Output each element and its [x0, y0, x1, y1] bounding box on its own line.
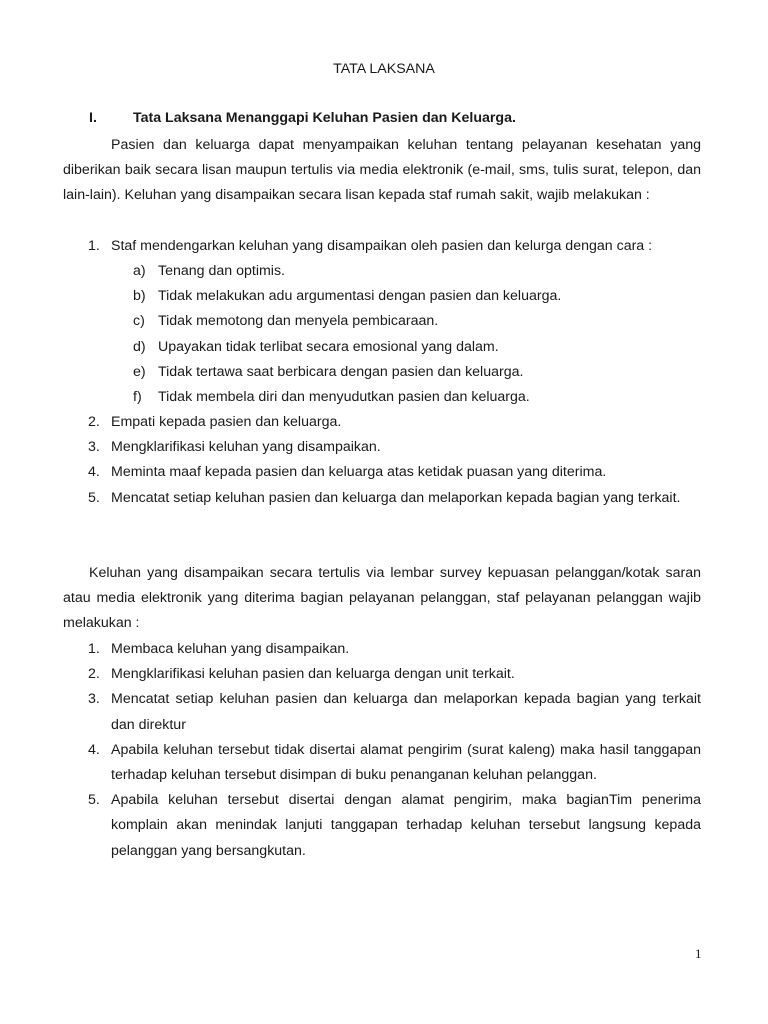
written-steps-list — [0, 637, 701, 864]
list-item — [0, 738, 701, 788]
list-item-text: Mencatat setiap keluhan pasien dan keluarga dan melaporkan kepada bagian yang terkait. — [111, 489, 681, 506]
list-item — [0, 460, 701, 485]
list-marker: c) — [133, 313, 145, 330]
list-item — [0, 360, 561, 385]
list-marker: 1. — [88, 238, 100, 254]
list-item-text: Membaca keluhan yang disampaikan. — [111, 641, 350, 657]
list-marker: f) — [133, 389, 142, 406]
list-item — [0, 687, 701, 737]
list-marker: 5. — [88, 489, 100, 506]
list-item — [0, 309, 561, 334]
list-item-text: Tidak melakukan adu argumentasi dengan pasien dan keluarga. — [158, 288, 562, 305]
oral-steps-list-continued — [0, 410, 701, 511]
list-item-text: Mengklarifikasi keluhan yang disampaikan. — [111, 439, 381, 456]
section-heading-text: Tata Laksana Menanggapi Keluhan Pasien dan Keluarga. — [133, 110, 516, 126]
list-marker: 2. — [88, 666, 100, 683]
list-item — [0, 662, 701, 687]
written-paragraph-text: Keluhan yang disampaikan secara tertulis via lembar survey kepuasan pelanggan/kotak saran atau media elektronik yang diterima bagian pelayanan pelanggan, staf pelayanan pelanggan wajib melakukan : — [63, 565, 701, 632]
intro-paragraph — [63, 133, 701, 209]
list-marker: d) — [133, 338, 146, 355]
list-item-text: Apabila keluhan tersebut tidak disertai alamat pengirim (surat kaleng) maka hasil tanggapan terhadap keluhan tersebut disimpan di buku penanganan keluhan pelanggan. — [111, 741, 701, 784]
list-item — [0, 234, 701, 259]
list-item-text: Tidak tertawa saat berbicara dengan pasien dan keluarga. — [158, 363, 524, 380]
list-marker: 3. — [88, 439, 100, 456]
listening-manner-list — [0, 259, 561, 410]
list-marker: b) — [133, 288, 146, 305]
list-item — [0, 788, 701, 864]
list-marker: a) — [133, 263, 146, 279]
list-item-text: Staf mendengarkan keluhan yang disampaikan oleh pasien dan kelurga dengan cara : — [111, 238, 653, 254]
list-item-text: Mencatat setiap keluhan pasien dan keluarga dan melaporkan kepada bagian yang terkait dan direktur — [111, 691, 701, 733]
list-item-text: Apabila keluhan tersebut disertai dengan alamat pengirim, maka bagianTim penerima komplain akan menindak lanjuti tanggapan terhadap keluhan tersebut langsung kepada pelanggan yang bersangkutan. — [111, 792, 701, 859]
list-item — [0, 410, 701, 435]
list-marker: 4. — [88, 464, 100, 481]
list-item — [0, 284, 561, 309]
list-item-text: Tidak memotong dan menyela pembicaraan. — [158, 313, 439, 330]
list-item — [0, 259, 561, 284]
list-item — [0, 435, 701, 460]
list-marker: 5. — [88, 792, 100, 809]
list-marker: 4. — [88, 741, 100, 758]
written-paragraph — [63, 561, 701, 637]
page-number: 1 — [695, 946, 702, 961]
list-item-text: Empati kepada pasien dan keluarga. — [111, 414, 342, 430]
list-item-text: Meminta maaf kepada pasien dan keluarga atas ketidak puasan yang diterima. — [111, 464, 607, 481]
list-item-text: Tidak membela diri dan menyudutkan pasien dan keluarga. — [158, 389, 530, 406]
list-item — [0, 486, 701, 511]
page-title: TATA LAKSANA — [333, 61, 435, 77]
list-marker: 2. — [88, 414, 100, 430]
list-item — [0, 335, 561, 360]
list-item-text: Upayakan tidak terlibat secara emosional yang dalam. — [158, 338, 499, 355]
list-marker: e) — [133, 363, 146, 380]
section-number: I. — [89, 110, 97, 126]
section-heading — [89, 110, 516, 126]
list-item-text: Mengklarifikasi keluhan pasien dan keluarga dengan unit terkait. — [111, 666, 515, 683]
list-item — [0, 637, 701, 662]
list-marker: 3. — [88, 691, 100, 708]
list-item — [0, 385, 561, 410]
list-marker: 1. — [88, 641, 100, 657]
oral-steps-list — [0, 234, 701, 259]
intro-paragraph-text: Pasien dan keluarga dapat menyampaikan keluhan tentang pelayanan kesehatan yang diberikan baik secara lisan maupun tertulis via media elektronik (e-mail, sms, tulis surat, telepon, dan lain-lain). Keluhan yang disampaikan secara lisan kepada staf rumah sakit, wajib melakukan : — [63, 137, 701, 204]
list-item-text: Tenang dan optimis. — [158, 263, 285, 279]
